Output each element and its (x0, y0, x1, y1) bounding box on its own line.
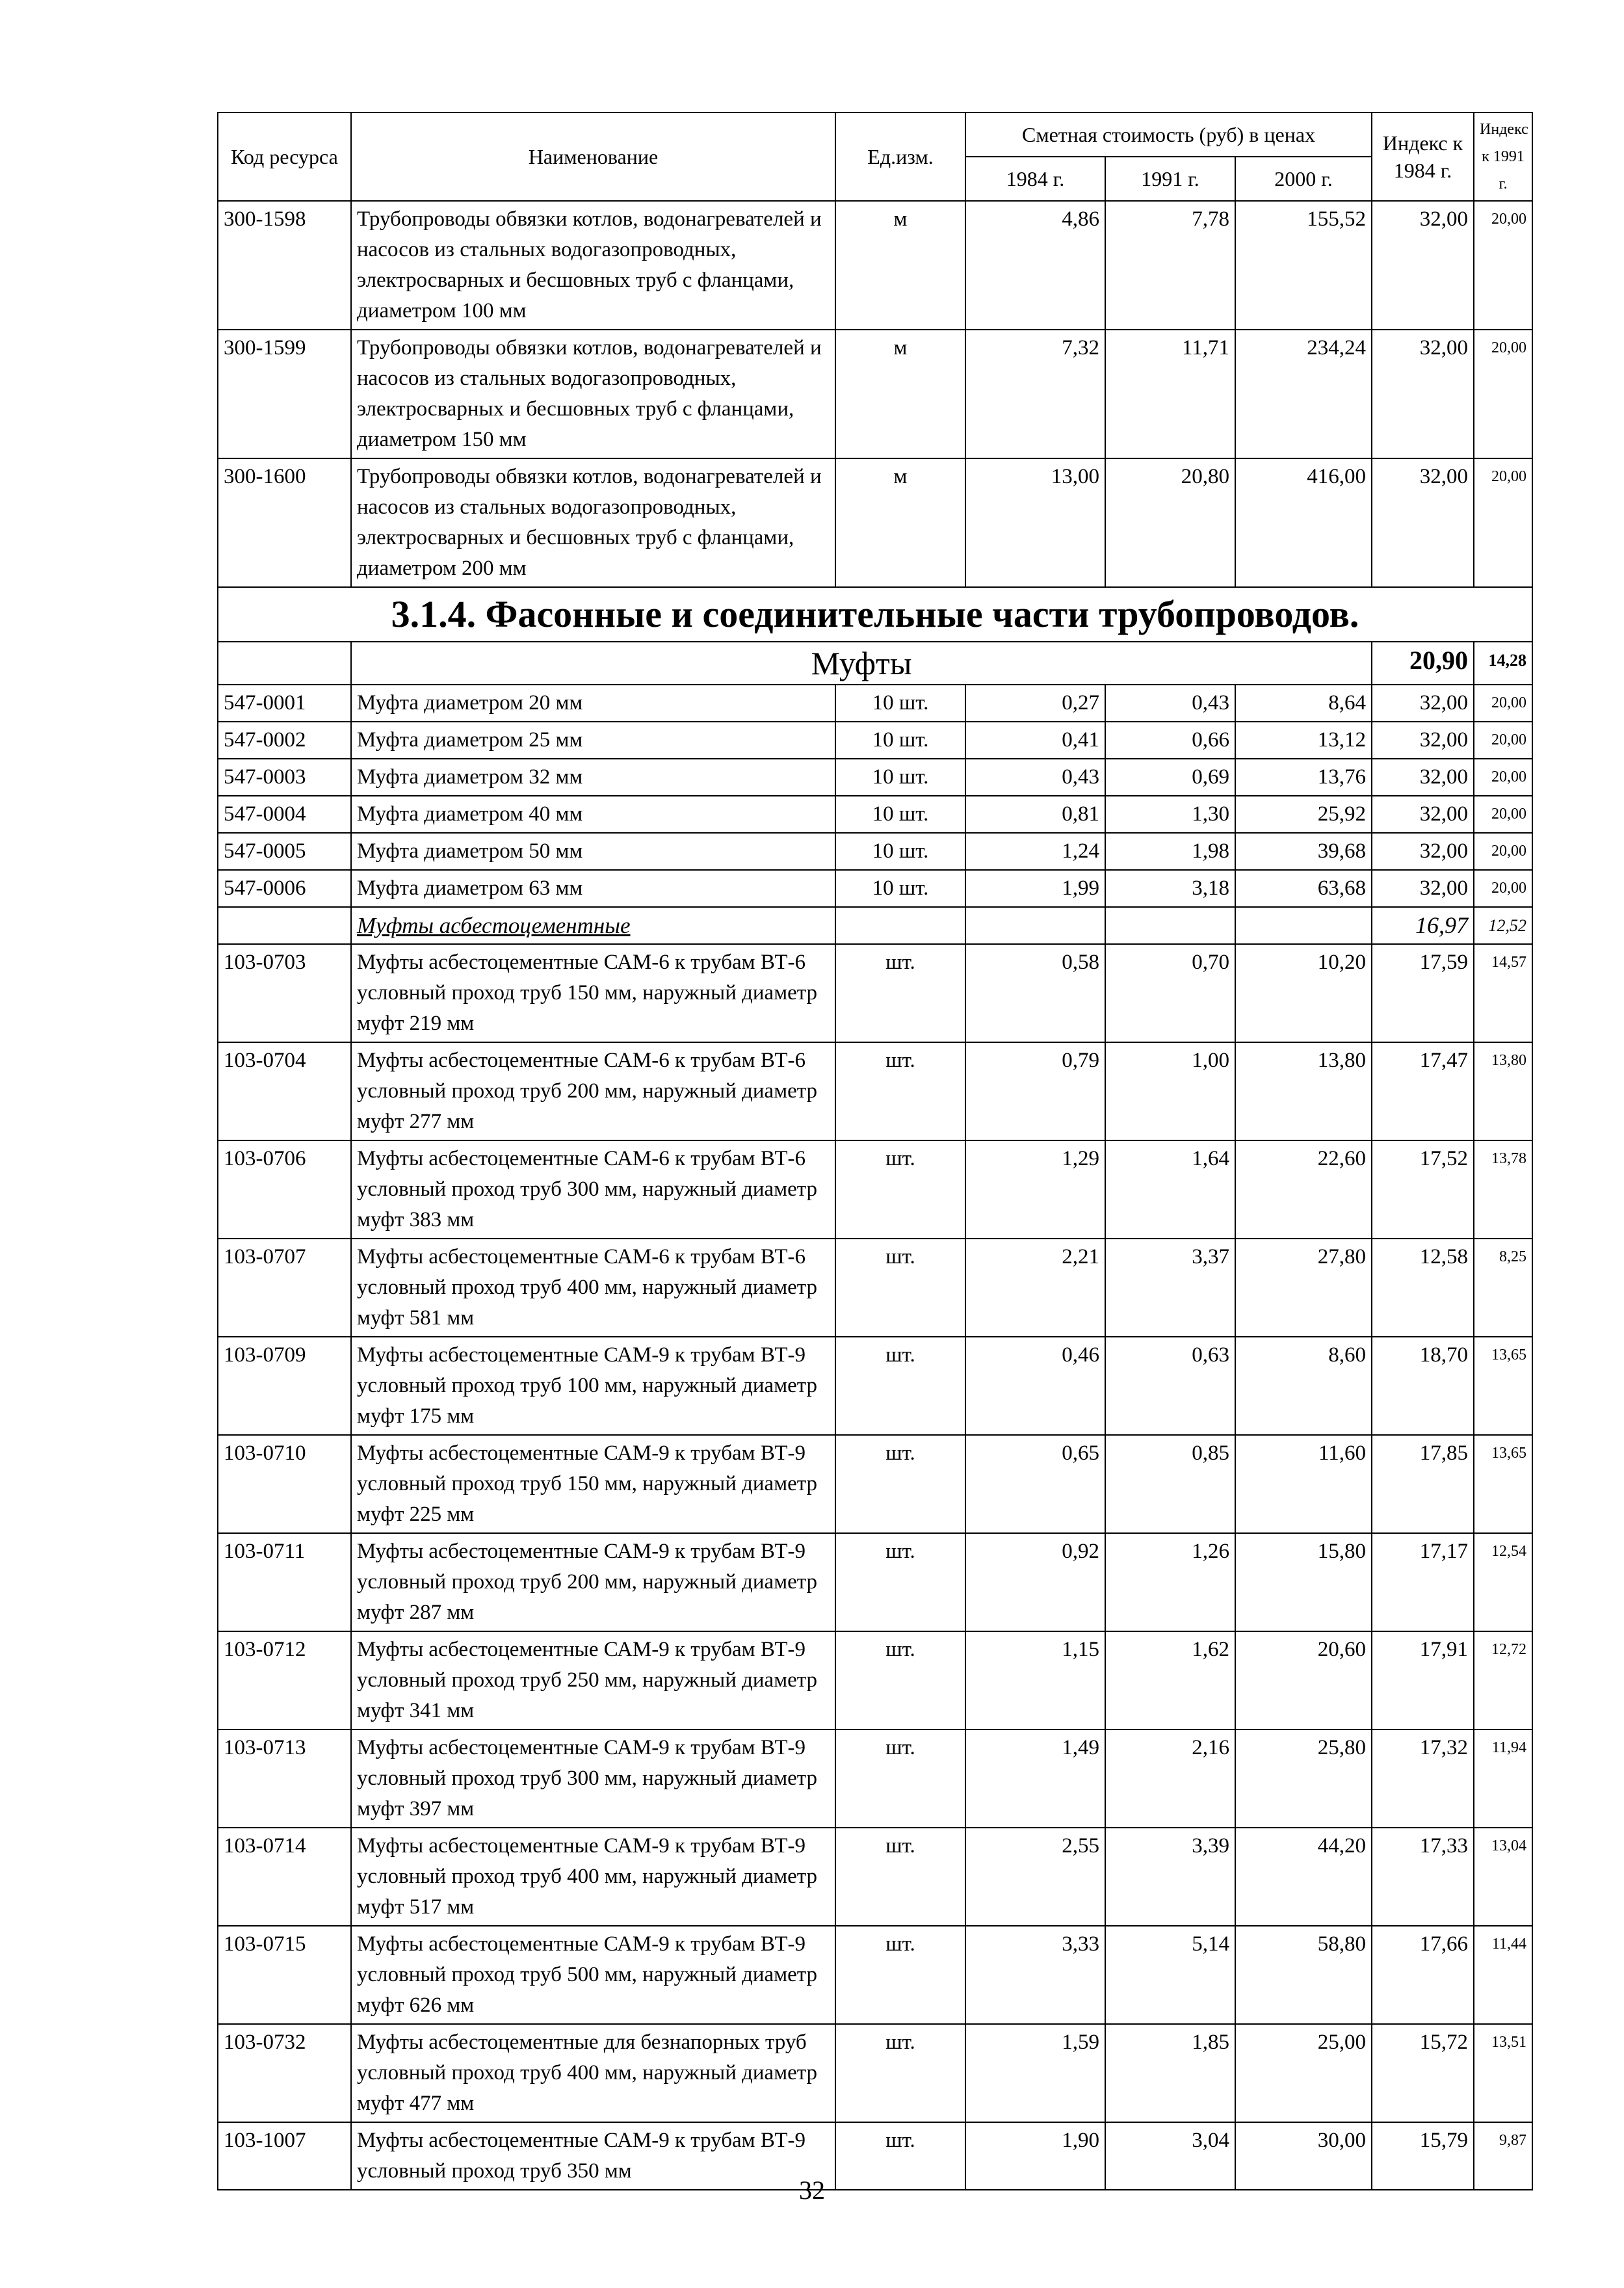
resource-code: 300-1600 (218, 458, 351, 587)
header-code: Код ресурса (218, 112, 351, 201)
cost-2000: 25,92 (1235, 796, 1372, 833)
resource-name: Муфты асбестоцементные для безнапорных труб условный проход труб 400 мм, наружный диаметр муфт 477 мм (351, 2024, 835, 2122)
table-row (218, 1337, 1532, 1435)
resource-code: 300-1599 (218, 330, 351, 458)
index-1984: 32,00 (1372, 870, 1474, 907)
index-1984: 32,00 (1372, 458, 1474, 587)
table-row (218, 1828, 1532, 1926)
unit-cell: 10 шт. (835, 833, 965, 870)
table-row (218, 2024, 1532, 2122)
index-1984: 15,72 (1372, 2024, 1474, 2122)
cost-2000: 25,80 (1235, 1729, 1372, 1828)
cost-1991: 0,43 (1105, 685, 1235, 722)
index-1984: 17,33 (1372, 1828, 1474, 1926)
cost-2000: 13,76 (1235, 759, 1372, 796)
unit-cell: 10 шт. (835, 685, 965, 722)
price-table (217, 112, 1533, 2190)
table-row (218, 722, 1532, 759)
cost-1991: 3,39 (1105, 1828, 1235, 1926)
subgroup-index-1991: 12,52 (1474, 907, 1532, 944)
resource-name: Муфты асбестоцементные САМ-6 к трубам ВТ-6 условный проход труб 200 мм, наружный диаметр муфт 277 мм (351, 1042, 835, 1140)
header-index-1984: Индекс к 1984 г. (1372, 112, 1474, 201)
resource-code: 547-0002 (218, 722, 351, 759)
header-year-2000: 2000 г. (1235, 157, 1372, 201)
index-1991: 9,87 (1474, 2122, 1532, 2190)
resource-code: 103-0711 (218, 1533, 351, 1631)
subgroup-index-1984: 16,97 (1372, 907, 1474, 944)
cost-2000: 15,80 (1235, 1533, 1372, 1631)
cost-2000: 22,60 (1235, 1140, 1372, 1239)
unit-cell: шт. (835, 1729, 965, 1828)
index-1991: 20,00 (1474, 796, 1532, 833)
index-1984: 32,00 (1372, 722, 1474, 759)
cost-1991: 1,26 (1105, 1533, 1235, 1631)
table-row (218, 796, 1532, 833)
cost-1991: 1,62 (1105, 1631, 1235, 1729)
index-1984: 17,17 (1372, 1533, 1474, 1631)
header-index-1991: Индекс к 1991 г. (1474, 112, 1532, 201)
resource-code: 103-0706 (218, 1140, 351, 1239)
table-row (218, 201, 1532, 330)
cost-1984: 0,41 (965, 722, 1105, 759)
cost-1984: 0,81 (965, 796, 1105, 833)
unit-cell: шт. (835, 1533, 965, 1631)
cost-2000: 13,80 (1235, 1042, 1372, 1140)
cost-2000: 13,12 (1235, 722, 1372, 759)
table-row (218, 759, 1532, 796)
cost-2000: 20,60 (1235, 1631, 1372, 1729)
subgroup-empty (835, 907, 965, 944)
resource-name: Муфты асбестоцементные САМ-9 к трубам ВТ-9 условный проход труб 150 мм, наружный диаметр муфт 225 мм (351, 1435, 835, 1533)
resource-code: 103-0714 (218, 1828, 351, 1926)
index-1984: 32,00 (1372, 330, 1474, 458)
cost-1984: 0,65 (965, 1435, 1105, 1533)
cost-2000: 27,80 (1235, 1239, 1372, 1337)
cost-2000: 58,80 (1235, 1926, 1372, 2024)
index-1984: 12,58 (1372, 1239, 1474, 1337)
unit-cell: шт. (835, 1828, 965, 1926)
index-1984: 15,79 (1372, 2122, 1474, 2190)
unit-cell: шт. (835, 2122, 965, 2190)
group-title: Муфты (351, 642, 1372, 685)
cost-1984: 1,49 (965, 1729, 1105, 1828)
cost-1984: 0,43 (965, 759, 1105, 796)
index-1991: 20,00 (1474, 722, 1532, 759)
index-1991: 13,04 (1474, 1828, 1532, 1926)
unit-cell: шт. (835, 1926, 965, 2024)
resource-code: 103-0709 (218, 1337, 351, 1435)
resource-code: 103-0713 (218, 1729, 351, 1828)
header-name: Наименование (351, 112, 835, 201)
index-1991: 13,65 (1474, 1435, 1532, 1533)
index-1991: 13,78 (1474, 1140, 1532, 1239)
group-empty-code (218, 642, 351, 685)
unit-cell: шт. (835, 1631, 965, 1729)
index-1984: 17,32 (1372, 1729, 1474, 1828)
cost-1984: 1,15 (965, 1631, 1105, 1729)
resource-code: 103-0715 (218, 1926, 351, 2024)
cost-1984: 0,46 (965, 1337, 1105, 1435)
page-number: 32 (799, 2176, 825, 2205)
unit-cell: 10 шт. (835, 759, 965, 796)
cost-1984: 0,79 (965, 1042, 1105, 1140)
unit-cell: м (835, 330, 965, 458)
table-row (218, 833, 1532, 870)
unit-cell: 10 шт. (835, 796, 965, 833)
index-1984: 18,70 (1372, 1337, 1474, 1435)
cost-2000: 30,00 (1235, 2122, 1372, 2190)
unit-cell: шт. (835, 1337, 965, 1435)
resource-name: Трубопроводы обвязки котлов, водонагревателей и насосов из стальных водогазопроводных, электросварных и бесшовных труб с фланцами, диаметром 150 мм (351, 330, 835, 458)
resource-name: Муфта диаметром 50 мм (351, 833, 835, 870)
resource-code: 103-1007 (218, 2122, 351, 2190)
index-1991: 20,00 (1474, 330, 1532, 458)
resource-code: 547-0001 (218, 685, 351, 722)
cost-1991: 5,14 (1105, 1926, 1235, 2024)
index-1991: 20,00 (1474, 685, 1532, 722)
table-row (218, 870, 1532, 907)
unit-cell: 10 шт. (835, 722, 965, 759)
resource-name: Муфты асбестоцементные САМ-9 к трубам ВТ-9 условный проход труб 250 мм, наружный диаметр муфт 341 мм (351, 1631, 835, 1729)
index-1984: 32,00 (1372, 833, 1474, 870)
unit-cell: шт. (835, 1435, 965, 1533)
cost-1984: 0,27 (965, 685, 1105, 722)
resource-name: Муфта диаметром 32 мм (351, 759, 835, 796)
index-1984: 17,66 (1372, 1926, 1474, 2024)
resource-code: 103-0707 (218, 1239, 351, 1337)
resource-name: Муфты асбестоцементные САМ-9 к трубам ВТ-9 условный проход труб 400 мм, наружный диаметр муфт 517 мм (351, 1828, 835, 1926)
group-index-1991: 14,28 (1474, 642, 1532, 685)
subgroup-title: Муфты асбестоцементные (351, 907, 835, 944)
table-row (218, 685, 1532, 722)
cost-2000: 155,52 (1235, 201, 1372, 330)
table-row (218, 1042, 1532, 1140)
resource-code: 547-0003 (218, 759, 351, 796)
header-unit: Ед.изм. (835, 112, 965, 201)
table-row (218, 1631, 1532, 1729)
cost-2000: 416,00 (1235, 458, 1372, 587)
index-1991: 13,65 (1474, 1337, 1532, 1435)
cost-1991: 0,85 (1105, 1435, 1235, 1533)
cost-1991: 7,78 (1105, 201, 1235, 330)
unit-cell: 10 шт. (835, 870, 965, 907)
cost-2000: 63,68 (1235, 870, 1372, 907)
cost-1991: 0,69 (1105, 759, 1235, 796)
table-row (218, 1533, 1532, 1631)
resource-code: 547-0006 (218, 870, 351, 907)
cost-1984: 0,58 (965, 944, 1105, 1042)
cost-1991: 11,71 (1105, 330, 1235, 458)
cost-2000: 10,20 (1235, 944, 1372, 1042)
unit-cell: шт. (835, 1042, 965, 1140)
cost-2000: 8,60 (1235, 1337, 1372, 1435)
resource-name: Трубопроводы обвязки котлов, водонагревателей и насосов из стальных водогазопроводных, электросварных и бесшовных труб с фланцами, диаметром 100 мм (351, 201, 835, 330)
cost-1991: 1,30 (1105, 796, 1235, 833)
resource-code: 103-0712 (218, 1631, 351, 1729)
unit-cell: шт. (835, 2024, 965, 2122)
table-row (218, 1435, 1532, 1533)
cost-1984: 7,32 (965, 330, 1105, 458)
resource-name: Муфта диаметром 40 мм (351, 796, 835, 833)
unit-cell: м (835, 458, 965, 587)
cost-1991: 0,70 (1105, 944, 1235, 1042)
cost-2000: 44,20 (1235, 1828, 1372, 1926)
index-1984: 17,59 (1372, 944, 1474, 1042)
cost-1991: 3,37 (1105, 1239, 1235, 1337)
header-year-1984: 1984 г. (965, 157, 1105, 201)
index-1991: 8,25 (1474, 1239, 1532, 1337)
resource-name: Трубопроводы обвязки котлов, водонагревателей и насосов из стальных водогазопроводных, электросварных и бесшовных труб с фланцами, диаметром 200 мм (351, 458, 835, 587)
section-title-row (218, 587, 1532, 642)
cost-1984: 3,33 (965, 1926, 1105, 2024)
index-1991: 12,72 (1474, 1631, 1532, 1729)
index-1991: 11,44 (1474, 1926, 1532, 2024)
unit-cell: м (835, 201, 965, 330)
table-row (218, 330, 1532, 458)
cost-2000: 39,68 (1235, 833, 1372, 870)
index-1991: 13,51 (1474, 2024, 1532, 2122)
subgroup-row (218, 907, 1532, 944)
unit-cell: шт. (835, 1140, 965, 1239)
header-year-1991: 1991 г. (1105, 157, 1235, 201)
index-1991: 20,00 (1474, 833, 1532, 870)
index-1991: 20,00 (1474, 759, 1532, 796)
resource-name: Муфты асбестоцементные САМ-6 к трубам ВТ-6 условный проход труб 150 мм, наружный диаметр муфт 219 мм (351, 944, 835, 1042)
cost-1991: 1,64 (1105, 1140, 1235, 1239)
index-1984: 17,47 (1372, 1042, 1474, 1140)
group-index-1984: 20,90 (1372, 642, 1474, 685)
cost-1991: 0,66 (1105, 722, 1235, 759)
cost-1984: 2,55 (965, 1828, 1105, 1926)
resource-code: 103-0732 (218, 2024, 351, 2122)
index-1984: 32,00 (1372, 685, 1474, 722)
section-title: 3.1.4. Фасонные и соединительные части трубопроводов. (218, 587, 1532, 642)
unit-cell: шт. (835, 1239, 965, 1337)
resource-name: Муфты асбестоцементные САМ-9 к трубам ВТ-9 условный проход труб 100 мм, наружный диаметр муфт 175 мм (351, 1337, 835, 1435)
resource-code: 103-0703 (218, 944, 351, 1042)
resource-name: Муфты асбестоцементные САМ-6 к трубам ВТ-6 условный проход труб 300 мм, наружный диаметр муфт 383 мм (351, 1140, 835, 1239)
cost-1991: 1,85 (1105, 2024, 1235, 2122)
index-1991: 11,94 (1474, 1729, 1532, 1828)
resource-code: 300-1598 (218, 201, 351, 330)
resource-name: Муфта диаметром 20 мм (351, 685, 835, 722)
resource-name: Муфта диаметром 63 мм (351, 870, 835, 907)
cost-2000: 8,64 (1235, 685, 1372, 722)
resource-name: Муфта диаметром 25 мм (351, 722, 835, 759)
cost-1991: 1,00 (1105, 1042, 1235, 1140)
cost-1984: 2,21 (965, 1239, 1105, 1337)
table-row (218, 1729, 1532, 1828)
cost-1984: 1,24 (965, 833, 1105, 870)
header-cost-group: Сметная стоимость (руб) в ценах (965, 112, 1372, 157)
table-row (218, 1239, 1532, 1337)
subgroup-empty-code (218, 907, 351, 944)
cost-1991: 3,18 (1105, 870, 1235, 907)
index-1991: 20,00 (1474, 870, 1532, 907)
resource-code: 103-0710 (218, 1435, 351, 1533)
cost-1991: 2,16 (1105, 1729, 1235, 1828)
index-1991: 14,57 (1474, 944, 1532, 1042)
resource-code: 547-0004 (218, 796, 351, 833)
index-1991: 12,54 (1474, 1533, 1532, 1631)
resource-code: 547-0005 (218, 833, 351, 870)
subgroup-empty (1105, 907, 1235, 944)
index-1984: 17,91 (1372, 1631, 1474, 1729)
header-row (218, 112, 1532, 157)
cost-2000: 11,60 (1235, 1435, 1372, 1533)
index-1984: 17,52 (1372, 1140, 1474, 1239)
unit-cell: шт. (835, 944, 965, 1042)
index-1984: 32,00 (1372, 759, 1474, 796)
index-1991: 13,80 (1474, 1042, 1532, 1140)
cost-1984: 4,86 (965, 201, 1105, 330)
index-1991: 20,00 (1474, 458, 1532, 587)
cost-1991: 3,04 (1105, 2122, 1235, 2190)
group-row (218, 642, 1532, 685)
index-1984: 17,85 (1372, 1435, 1474, 1533)
table-row (218, 1140, 1532, 1239)
resource-code: 103-0704 (218, 1042, 351, 1140)
cost-1991: 20,80 (1105, 458, 1235, 587)
subgroup-empty (1235, 907, 1372, 944)
subgroup-empty (965, 907, 1105, 944)
resource-name: Муфты асбестоцементные САМ-9 к трубам ВТ-9 условный проход труб 300 мм, наружный диаметр муфт 397 мм (351, 1729, 835, 1828)
table-row (218, 458, 1532, 587)
index-1984: 32,00 (1372, 796, 1474, 833)
resource-name: Муфты асбестоцементные САМ-9 к трубам ВТ-9 условный проход труб 200 мм, наружный диаметр муфт 287 мм (351, 1533, 835, 1631)
cost-1984: 1,90 (965, 2122, 1105, 2190)
table-row (218, 944, 1532, 1042)
cost-2000: 25,00 (1235, 2024, 1372, 2122)
cost-1984: 13,00 (965, 458, 1105, 587)
cost-1991: 1,98 (1105, 833, 1235, 870)
resource-name: Муфты асбестоцементные САМ-6 к трубам ВТ-6 условный проход труб 400 мм, наружный диаметр муфт 581 мм (351, 1239, 835, 1337)
index-1984: 32,00 (1372, 201, 1474, 330)
index-1991: 20,00 (1474, 201, 1532, 330)
cost-2000: 234,24 (1235, 330, 1372, 458)
cost-1984: 1,29 (965, 1140, 1105, 1239)
cost-1991: 0,63 (1105, 1337, 1235, 1435)
cost-1984: 1,59 (965, 2024, 1105, 2122)
resource-name: Муфты асбестоцементные САМ-9 к трубам ВТ-9 условный проход труб 500 мм, наружный диаметр муфт 626 мм (351, 1926, 835, 2024)
cost-1984: 0,92 (965, 1533, 1105, 1631)
cost-1984: 1,99 (965, 870, 1105, 907)
resource-name: Муфты асбестоцементные САМ-9 к трубам ВТ-9 условный проход труб 350 мм (351, 2122, 835, 2190)
table-row (218, 1926, 1532, 2024)
